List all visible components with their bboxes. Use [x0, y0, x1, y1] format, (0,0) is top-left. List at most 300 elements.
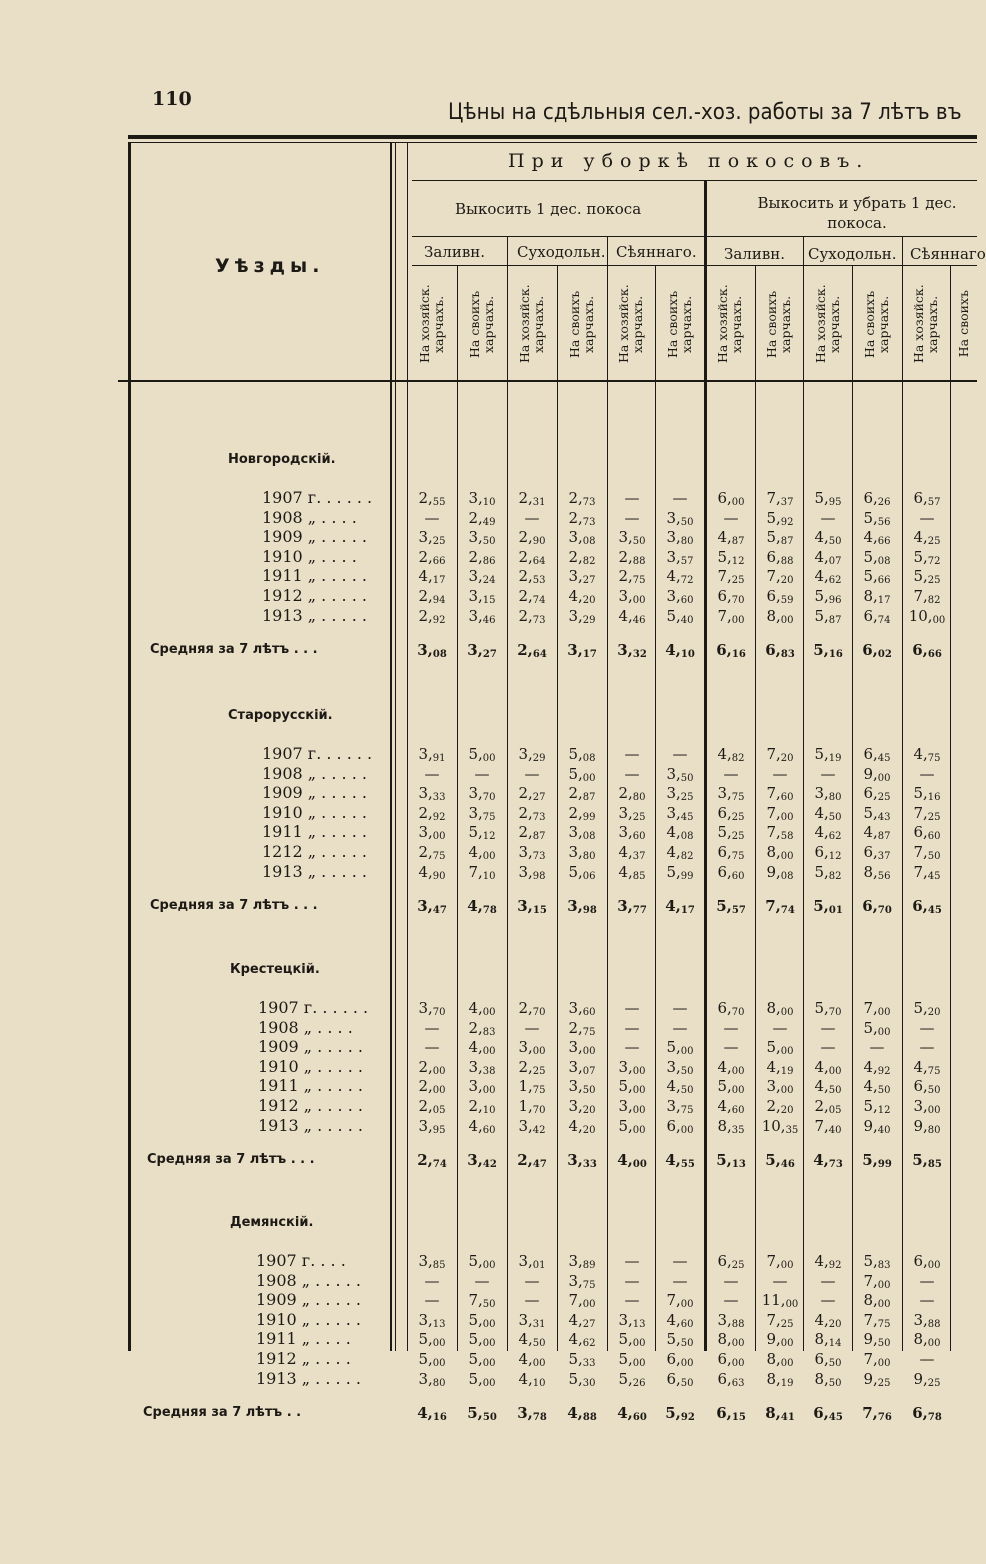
- table-cell: $7,_{58}$: [766, 823, 794, 843]
- average-cell: $4,_{17}$: [665, 897, 695, 916]
- table-cell: $4,_{60}$: [717, 1097, 745, 1116]
- table-cell: $3,_{75}$: [717, 784, 745, 804]
- average-cell: $4,_{00}$: [617, 1151, 647, 1170]
- table-cell: $6,_{70}$: [717, 587, 745, 606]
- table-cell: $6,_{88}$: [766, 547, 794, 567]
- table-cell: —: [474, 764, 490, 783]
- table-cell: $4,_{82}$: [717, 745, 745, 764]
- table-cell: $2,_{92}$: [418, 803, 446, 823]
- table-cell: $3,_{88}$: [717, 1310, 745, 1330]
- main-header-line: [412, 180, 977, 181]
- table-cell: $2,_{31}$: [518, 489, 546, 508]
- year-label: 1912 „ . . . . .: [258, 1096, 363, 1115]
- table-cell: $6,_{00}$: [717, 1350, 745, 1369]
- average-cell: $6,_{78}$: [912, 1404, 942, 1423]
- table-cell: —: [723, 1018, 739, 1037]
- table-cell: $5,_{08}$: [863, 547, 891, 567]
- table-cell: —: [723, 1271, 739, 1290]
- year-label: 1911 „ . . . .: [256, 1329, 351, 1349]
- table-cell: $2,_{92}$: [418, 606, 446, 626]
- table-cell: $2,_{10}$: [468, 1097, 496, 1116]
- table-cell: $8,_{56}$: [863, 862, 891, 882]
- table-cell: $3,_{13}$: [418, 1310, 446, 1330]
- table-cell: $5,_{72}$: [913, 547, 941, 567]
- table-cell: $3,_{24}$: [468, 567, 496, 587]
- table-cell: $3,_{45}$: [666, 803, 694, 823]
- table-cell: $7,_{75}$: [863, 1310, 891, 1330]
- col-header-8: На своихъ харчахъ.: [764, 290, 793, 358]
- table-cell: —: [820, 1271, 836, 1290]
- table-cell: —: [772, 1271, 788, 1290]
- table-cell: $2,_{53}$: [518, 567, 546, 587]
- title-rule-thin: [128, 142, 977, 143]
- table-cell: —: [624, 1271, 640, 1290]
- table-cell: $3,_{27}$: [568, 567, 596, 587]
- table-cell: $3,_{88}$: [913, 1310, 941, 1330]
- table-cell: $6,_{45}$: [863, 745, 891, 764]
- table-cell: —: [672, 1252, 688, 1270]
- table-cell: $3,_{75}$: [568, 1271, 596, 1291]
- table-cell: $3,_{00}$: [766, 1077, 794, 1097]
- table-cell: $3,_{50}$: [666, 508, 694, 528]
- table-cell: $3,_{50}$: [468, 528, 496, 548]
- table-cell: $3,_{70}$: [418, 999, 446, 1018]
- table-cell: $4,_{92}$: [863, 1057, 891, 1077]
- average-cell: $6,_{16}$: [716, 641, 746, 660]
- average-cell: $3,_{08}$: [417, 641, 447, 660]
- table-cell: $6,_{57}$: [913, 489, 941, 508]
- table-cell: $7,_{20}$: [766, 745, 794, 764]
- table-cell: $3,_{57}$: [666, 547, 694, 567]
- year-label: 1910 „ . . . . .: [258, 1056, 363, 1076]
- table-cell: $10,_{35}$: [761, 1116, 799, 1136]
- average-cell: $7,_{76}$: [862, 1404, 892, 1423]
- table-cell: —: [624, 1291, 640, 1310]
- table-cell: $2,_{94}$: [418, 587, 446, 606]
- table-cell: $7,_{00}$: [863, 1271, 891, 1291]
- table-cell: —: [919, 1271, 935, 1290]
- table-cell: $3,_{60}$: [666, 587, 694, 606]
- table-cell: $8,_{50}$: [814, 1369, 842, 1389]
- table-cell: $2,_{73}$: [568, 508, 596, 528]
- table-cell: $5,_{00}$: [468, 1330, 496, 1350]
- table-cell: $8,_{00}$: [717, 1330, 745, 1350]
- average-cell: $3,_{42}$: [467, 1151, 497, 1170]
- district-name: Крестецкій.: [230, 962, 320, 977]
- table-cell: —: [424, 1018, 440, 1037]
- table-cell: —: [624, 1018, 640, 1037]
- table-cell: $3,_{29}$: [568, 606, 596, 626]
- table-cell: $3,_{75}$: [468, 803, 496, 823]
- table-cell: $6,_{25}$: [863, 784, 891, 804]
- table-cell: $5,_{56}$: [863, 508, 891, 528]
- table-cell: —: [672, 999, 688, 1017]
- sub-header-zalivn-2: Заливн.: [724, 245, 786, 263]
- table-cell: $3,_{00}$: [568, 1038, 596, 1058]
- header-group-mow-collect: Выкосить и убрать 1 дес. покоса.: [757, 194, 957, 232]
- table-cell: $3,_{75}$: [666, 1097, 694, 1116]
- table-cell: $8,_{14}$: [814, 1330, 842, 1350]
- table-cell: $7,_{00}$: [666, 1291, 694, 1311]
- year-label: 1911 „ . . . . .: [262, 566, 367, 586]
- average-cell: $6,_{70}$: [862, 897, 892, 916]
- average-cell: $4,_{73}$: [813, 1151, 843, 1170]
- table-cell: $6,_{75}$: [717, 843, 745, 862]
- table-cell: $6,_{59}$: [766, 587, 794, 606]
- table-cell: $2,_{66}$: [418, 547, 446, 567]
- table-cell: —: [919, 1018, 935, 1037]
- table-cell: $4,_{60}$: [468, 1116, 496, 1136]
- table-cell: —: [820, 508, 836, 527]
- table-cell: $7,_{20}$: [766, 567, 794, 587]
- average-cell: $3,_{98}$: [567, 897, 597, 916]
- table-cell: $5,_{20}$: [913, 999, 941, 1018]
- table-cell: $2,_{73}$: [568, 489, 596, 508]
- table-cell: —: [772, 1018, 788, 1037]
- table-left-border: [128, 143, 131, 1351]
- table-cell: $3,_{29}$: [518, 745, 546, 764]
- table-cell: —: [424, 508, 440, 527]
- table-cell: $4,_{37}$: [618, 843, 646, 862]
- year-label: 1907 г. . . . . .: [262, 744, 373, 763]
- average-label: Средняя за 7 лѣтъ . .: [143, 1405, 302, 1420]
- table-cell: $2,_{70}$: [518, 999, 546, 1018]
- table-cell: $4,_{50}$: [814, 528, 842, 548]
- table-cell: $6,_{00}$: [666, 1116, 694, 1136]
- average-label: Средняя за 7 лѣтъ . . .: [150, 642, 318, 657]
- table-cell: $5,_{87}$: [814, 606, 842, 626]
- table-cell: $2,_{73}$: [518, 606, 546, 626]
- table-cell: $7,_{00}$: [568, 1291, 596, 1311]
- table-cell: $8,_{00}$: [863, 1291, 891, 1311]
- average-cell: $3,_{32}$: [617, 641, 647, 660]
- average-cell: $4,_{88}$: [567, 1404, 597, 1423]
- table-cell: —: [723, 764, 739, 783]
- table-cell: $9,_{00}$: [863, 764, 891, 784]
- table-cell: $5,_{00}$: [618, 1350, 646, 1369]
- table-cell: —: [919, 1291, 935, 1310]
- table-cell: $3,_{50}$: [618, 528, 646, 548]
- table-cell: $5,_{82}$: [814, 862, 842, 882]
- average-cell: $5,_{85}$: [912, 1151, 942, 1170]
- table-cell: $5,_{30}$: [568, 1369, 596, 1389]
- table-cell: $4,_{90}$: [418, 862, 446, 882]
- table-cell: —: [672, 1018, 688, 1037]
- table-cell: $4,_{00}$: [468, 843, 496, 862]
- average-cell: $6,_{45}$: [813, 1404, 843, 1423]
- table-cell: $5,_{00}$: [863, 1018, 891, 1038]
- table-cell: $7,_{40}$: [814, 1116, 842, 1136]
- table-cell: $3,_{50}$: [568, 1077, 596, 1097]
- table-cell: $7,_{10}$: [468, 862, 496, 882]
- average-cell: $3,_{27}$: [467, 641, 497, 660]
- table-cell: $5,_{26}$: [618, 1369, 646, 1389]
- table-cell: $2,_{86}$: [468, 547, 496, 567]
- table-cell: $5,_{00}$: [468, 1252, 496, 1271]
- table-cell: $5,_{33}$: [568, 1350, 596, 1369]
- table-cell: $7,_{50}$: [468, 1291, 496, 1311]
- group-header-line: [412, 236, 977, 237]
- year-label: 1912 „ . . . .: [256, 1349, 351, 1368]
- table-cell: $3,_{60}$: [618, 823, 646, 843]
- table-cell: $6,_{37}$: [863, 843, 891, 862]
- year-label: 1913 „ . . . . .: [258, 1115, 363, 1135]
- table-cell: $6,_{12}$: [814, 843, 842, 862]
- table-cell: $5,_{00}$: [618, 1330, 646, 1350]
- table-cell: $4,_{62}$: [814, 823, 842, 843]
- table-cell: $4,_{75}$: [913, 745, 941, 764]
- year-label: 1212 „ . . . . .: [262, 842, 367, 861]
- average-cell: $6,_{02}$: [862, 641, 892, 660]
- table-cell: —: [624, 1252, 640, 1270]
- table-cell: $4,_{20}$: [568, 1116, 596, 1136]
- table-cell: $2,_{99}$: [568, 803, 596, 823]
- table-cell: $2,_{75}$: [568, 1018, 596, 1038]
- table-cell: —: [919, 508, 935, 527]
- table-cell: $5,_{08}$: [568, 745, 596, 764]
- average-cell: $5,_{50}$: [467, 1404, 497, 1423]
- average-cell: $2,_{47}$: [517, 1151, 547, 1170]
- average-cell: $3,_{47}$: [417, 897, 447, 916]
- table-cell: $4,_{60}$: [666, 1310, 694, 1330]
- table-cell: —: [624, 489, 640, 507]
- table-cell: $5,_{12}$: [863, 1097, 891, 1116]
- sub-header-seyan-2: Сѣяннаго: [910, 245, 986, 263]
- table-cell: $2,_{73}$: [518, 803, 546, 823]
- year-label: 1911 „ . . . . .: [258, 1076, 363, 1096]
- table-cell: —: [820, 1038, 836, 1057]
- table-cell: —: [869, 1038, 885, 1057]
- average-cell: $5,_{99}$: [862, 1151, 892, 1170]
- table-cell: $8,_{00}$: [766, 843, 794, 862]
- table-cell: —: [424, 1291, 440, 1310]
- table-cell: $6,_{00}$: [913, 1252, 941, 1271]
- table-cell: $6,_{60}$: [913, 823, 941, 843]
- table-cell: —: [672, 1271, 688, 1290]
- table-cell: $5,_{40}$: [666, 606, 694, 626]
- table-cell: $6,_{60}$: [717, 862, 745, 882]
- table-cell: $3,_{91}$: [418, 745, 446, 764]
- table-cell: $5,_{00}$: [666, 1038, 694, 1058]
- table-cell: $3,_{15}$: [468, 587, 496, 606]
- col-header-5: На хозяйск. харчахъ.: [616, 284, 645, 364]
- table-cell: $5,_{00}$: [717, 1077, 745, 1097]
- table-cell: $4,_{27}$: [568, 1310, 596, 1330]
- table-cell: $2,_{55}$: [418, 489, 446, 508]
- table-cell: $4,_{62}$: [568, 1330, 596, 1350]
- title-rule: [128, 135, 977, 139]
- average-cell: $5,_{57}$: [716, 897, 746, 916]
- table-cell: —: [820, 1291, 836, 1310]
- table-cell: $5,_{95}$: [814, 489, 842, 508]
- table-cell: $6,_{26}$: [863, 489, 891, 508]
- table-cell: $9,_{25}$: [863, 1369, 891, 1389]
- table-cell: $3,_{00}$: [518, 1038, 546, 1058]
- table-cell: $4,_{62}$: [814, 567, 842, 587]
- table-cell: $3,_{08}$: [568, 528, 596, 548]
- table-cell: $2,_{64}$: [518, 547, 546, 567]
- table-cell: $7,_{00}$: [766, 803, 794, 823]
- table-cell: $4,_{08}$: [666, 823, 694, 843]
- table-cell: $5,_{83}$: [863, 1252, 891, 1271]
- table-cell: $5,_{12}$: [717, 547, 745, 567]
- table-cell: $6,_{25}$: [717, 803, 745, 823]
- average-cell: $2,_{64}$: [517, 641, 547, 660]
- table-cell: $7,_{00}$: [766, 1252, 794, 1271]
- table-cell: $3,_{00}$: [418, 823, 446, 843]
- table-cell: $5,_{12}$: [468, 823, 496, 843]
- sub-header-zalivn-1: Заливн.: [424, 243, 486, 261]
- table-cell: $2,_{87}$: [518, 823, 546, 843]
- district-name: Старорусскій.: [228, 708, 333, 723]
- table-cell: $5,_{16}$: [913, 784, 941, 804]
- average-cell: $3,_{78}$: [517, 1404, 547, 1423]
- table-cell: —: [624, 508, 640, 527]
- table-cell: $3,_{46}$: [468, 606, 496, 626]
- table-cell: $5,_{25}$: [913, 567, 941, 587]
- average-cell: $2,_{74}$: [417, 1151, 447, 1170]
- header-main: При уборкѣ покосовъ.: [508, 150, 870, 172]
- table-cell: $4,_{92}$: [814, 1252, 842, 1271]
- table-cell: $3,_{20}$: [568, 1097, 596, 1116]
- table-cell: $4,_{72}$: [666, 567, 694, 587]
- table-cell: $4,_{87}$: [863, 823, 891, 843]
- average-cell: $6,_{83}$: [765, 641, 795, 660]
- average-cell: $4,_{10}$: [665, 641, 695, 660]
- table-cell: $5,_{00}$: [568, 764, 596, 784]
- year-label: 1907 г. . . . . .: [262, 488, 373, 507]
- year-label: 1908 „ . . . .: [258, 1017, 353, 1037]
- year-label: 1909 „ . . . . .: [262, 783, 367, 803]
- table-cell: $8,_{00}$: [766, 1350, 794, 1369]
- table-cell: $3,_{95}$: [418, 1116, 446, 1136]
- col-header-1: На хозяйск. харчахъ.: [417, 284, 446, 364]
- table-cell: $4,_{50}$: [666, 1077, 694, 1097]
- table-cell: $4,_{85}$: [618, 862, 646, 882]
- table-cell: $6,_{25}$: [717, 1252, 745, 1271]
- table-cell: $4,_{19}$: [766, 1057, 794, 1077]
- average-cell: $3,_{33}$: [567, 1151, 597, 1170]
- table-cell: $3,_{00}$: [468, 1077, 496, 1097]
- table-cell: $9,_{00}$: [766, 1330, 794, 1350]
- year-label: 1908 „ . . . . .: [256, 1270, 361, 1290]
- year-label: 1910 „ . . . . .: [256, 1309, 361, 1329]
- table-cell: —: [524, 508, 540, 527]
- table-cell: $6,_{00}$: [717, 489, 745, 508]
- table-cell: $5,_{00}$: [618, 1077, 646, 1097]
- table-cell: $5,_{00}$: [468, 1310, 496, 1330]
- year-label: 1909 „ . . . . .: [262, 527, 367, 547]
- table-cell: $8,_{35}$: [717, 1116, 745, 1136]
- table-cell: $5,_{66}$: [863, 567, 891, 587]
- table-cell: $5,_{00}$: [618, 1116, 646, 1136]
- table-cell: $4,_{00}$: [717, 1057, 745, 1077]
- table-cell: —: [820, 764, 836, 783]
- table-cell: $5,_{96}$: [814, 587, 842, 606]
- table-cell: $3,_{80}$: [418, 1369, 446, 1389]
- table-cell: $5,_{25}$: [717, 823, 745, 843]
- table-cell: $7,_{25}$: [913, 803, 941, 823]
- table-cell: $7,_{25}$: [717, 567, 745, 587]
- average-cell: $3,_{15}$: [517, 897, 547, 916]
- year-label: 1910 „ . . . .: [262, 546, 357, 566]
- table-cell: $4,_{50}$: [814, 803, 842, 823]
- table-cell: $3,_{89}$: [568, 1252, 596, 1271]
- table-cell: $3,_{70}$: [468, 784, 496, 804]
- table-cell: $6,_{50}$: [814, 1350, 842, 1369]
- table-cell: $8,_{00}$: [913, 1330, 941, 1350]
- table-cell: $5,_{87}$: [766, 528, 794, 548]
- table-cell: $5,_{00}$: [468, 745, 496, 764]
- table-cell: $2,_{87}$: [568, 784, 596, 804]
- sub-header-sukhodol-2: Суходольн.: [808, 245, 897, 263]
- table-cell: —: [474, 1271, 490, 1290]
- table-cell: $3,_{98}$: [518, 862, 546, 882]
- table-cell: $6,_{00}$: [666, 1350, 694, 1369]
- table-cell: $2,_{74}$: [518, 587, 546, 606]
- table-cell: $6,_{74}$: [863, 606, 891, 626]
- year-label: 1908 „ . . . . .: [262, 763, 367, 783]
- table-cell: $2,_{82}$: [568, 547, 596, 567]
- table-cell: $3,_{00}$: [618, 1057, 646, 1077]
- table-cell: $3,_{80}$: [568, 843, 596, 862]
- year-label: 1909 „ . . . . .: [258, 1037, 363, 1057]
- table-cell: $4,_{00}$: [814, 1057, 842, 1077]
- table-cell: $6,_{63}$: [717, 1369, 745, 1389]
- col-header-4: На своихъ харчахъ.: [567, 290, 596, 358]
- year-label: 1911 „ . . . . .: [262, 822, 367, 842]
- table-cell: $5,_{43}$: [863, 803, 891, 823]
- table-cell: $5,_{70}$: [814, 999, 842, 1018]
- table-cell: —: [624, 1038, 640, 1057]
- col-header-12: На своихъ: [955, 290, 971, 358]
- col-header-7: На хозяйск. харчахъ.: [715, 284, 744, 364]
- table-cell: —: [424, 1271, 440, 1290]
- table-cell: $3,_{10}$: [468, 489, 496, 508]
- table-cell: $5,_{00}$: [468, 1369, 496, 1389]
- table-cell: $4,_{87}$: [717, 528, 745, 548]
- table-cell: $5,_{92}$: [766, 508, 794, 528]
- table-cell: $1,_{70}$: [518, 1097, 546, 1116]
- col-header-9: На хозяйск. харчахъ.: [813, 284, 842, 364]
- table-cell: $3,_{00}$: [618, 587, 646, 606]
- table-cell: $2,_{83}$: [468, 1018, 496, 1038]
- table-cell: $9,_{08}$: [766, 862, 794, 882]
- table-cell: $4,_{20}$: [814, 1310, 842, 1330]
- table-cell: $6,_{50}$: [666, 1369, 694, 1389]
- average-cell: $4,_{78}$: [467, 897, 497, 916]
- table-cell: $3,_{38}$: [468, 1057, 496, 1077]
- table-cell: $4,_{00}$: [468, 999, 496, 1018]
- col-header-11: На хозяйск. харчахъ.: [911, 284, 940, 364]
- table-cell: $2,_{00}$: [418, 1077, 446, 1097]
- average-cell: $5,_{01}$: [813, 897, 843, 916]
- table-cell: $3,_{00}$: [913, 1097, 941, 1116]
- table-cell: $3,_{85}$: [418, 1252, 446, 1271]
- table-cell: $3,_{25}$: [666, 784, 694, 804]
- table-cell: $4,_{00}$: [518, 1350, 546, 1369]
- table-cell: $4,_{07}$: [814, 547, 842, 567]
- table-cell: $4,_{66}$: [863, 528, 891, 548]
- average-cell: $5,_{16}$: [813, 641, 843, 660]
- year-label: 1910 „ . . . . .: [262, 802, 367, 822]
- col-header-2: На своихъ харчахъ.: [467, 290, 496, 358]
- table-cell: —: [723, 1291, 739, 1310]
- year-label: 1908 „ . . . .: [262, 507, 357, 527]
- table-cell: —: [524, 764, 540, 783]
- table-cell: $3,_{01}$: [518, 1252, 546, 1271]
- table-cell: —: [424, 1038, 440, 1057]
